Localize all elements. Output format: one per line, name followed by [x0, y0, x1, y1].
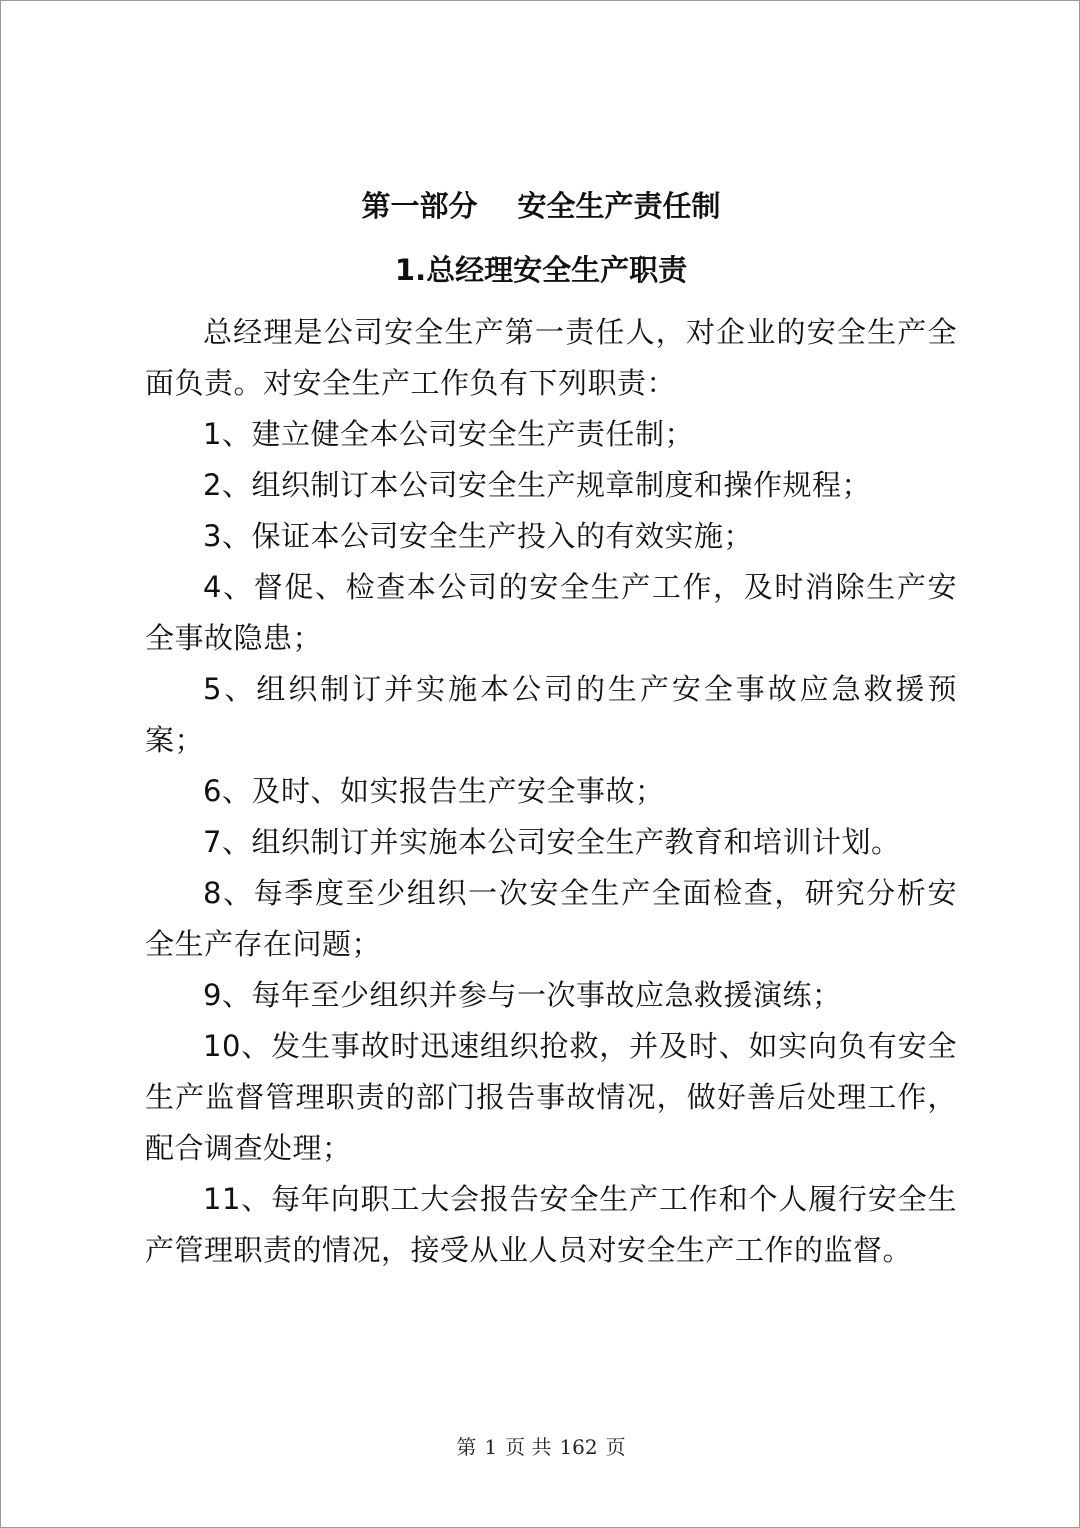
footer-middle: 页 共	[505, 1435, 552, 1459]
duty-item-10: 10、发生事故时迅速组织抢救，并及时、如实向负有安全生产监督管理职责的部门报告事故情况，做好善后处理工作，配合调查处理；	[145, 1029, 957, 1165]
duty-item-6: 6、及时、如实报告生产安全事故；	[203, 774, 665, 808]
duty-item-4: 4、督促、检查本公司的安全生产工作，及时消除生产安全事故隐患；	[145, 570, 957, 655]
current-page-number: 1	[484, 1435, 498, 1459]
duty-item-8: 8、每季度至少组织一次安全生产全面检查，研究分析安全生产存在问题；	[145, 876, 957, 961]
duty-item-1: 1、建立健全本公司安全生产责任制；	[203, 417, 694, 451]
section-title: 1.总经理安全生产职责	[394, 253, 688, 287]
part-name: 安全生产责任制	[517, 189, 721, 223]
duty-item-7: 7、组织制订并实施本公司安全生产教育和培训计划。	[203, 825, 901, 859]
footer-suffix: 页	[605, 1435, 626, 1459]
total-pages: 162	[559, 1435, 598, 1459]
footer-prefix: 第	[456, 1435, 477, 1459]
body-text	[145, 307, 957, 1276]
part-number: 第一部分	[361, 189, 478, 223]
duty-item-9: 9、每年至少组织并参与一次事故应急救援演练；	[203, 978, 842, 1012]
duty-item-2: 2、组织制订本公司安全生产规章制度和操作规程；	[203, 468, 871, 502]
duty-item-5: 5、组织制订并实施本公司的生产安全事故应急救援预案；	[145, 672, 957, 757]
page-footer	[1, 1433, 1080, 1461]
intro-paragraph: 总经理是公司安全生产第一责任人，对企业的安全生产全面负责。对安全生产工作负有下列职责：	[145, 315, 957, 400]
part-title	[1, 186, 1080, 226]
duty-item-3: 3、保证本公司安全生产投入的有效实施；	[203, 519, 753, 553]
duty-item-11: 11、每年向职工大会报告安全生产工作和个人履行安全生产管理职责的情况，接受从业人员对安全生产工作的监督。	[145, 1182, 957, 1267]
